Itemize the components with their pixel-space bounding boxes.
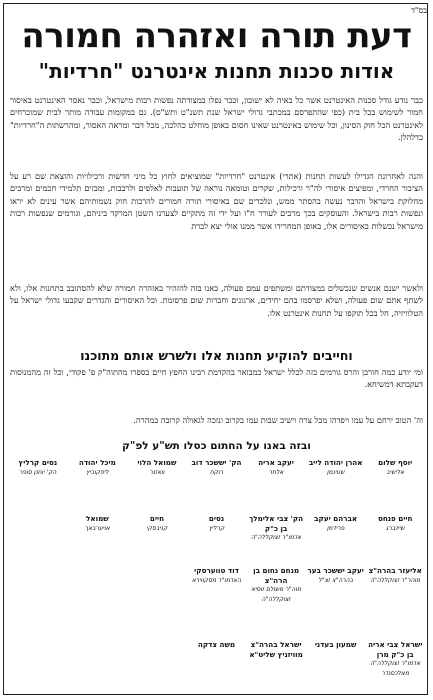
signature	[127, 566, 187, 604]
signature	[246, 458, 306, 477]
signature	[187, 514, 247, 543]
signer-title: אויערבאך	[84, 524, 110, 532]
signer-title: קניבסקי	[146, 524, 168, 532]
paragraph-3: ולאשר ישנם אנשים שנכשלים במצודתם ומשתפים עמם פעולה, באנו בזה להזהיר באזהרה חמורה שלא להסתובב בתחנות אלו, ולא לשתף אתם שום פעולה, ושלא יפרסמו בהם יחידים, ארגונים וחברות שום פרסומת. וכל האיסורים והגדרים שקבעו גדולי ישראל על הטלוויזיה, חל בכל תוקפו על תחנות אינטרנט אלו.	[10, 283, 423, 318]
signer-name: אהרן יהודה לייב	[308, 458, 363, 467]
signature	[306, 640, 366, 678]
paragraph-5: וה' הטוב ירחם על עמו ויפדהו מכל צרה וישיב שבות עמו בקרוב ונזכה לגאולה קרובה במהרה.	[133, 415, 423, 425]
signature	[365, 514, 425, 543]
signer-name: ישראל בהרה"צ מוויזניץ שליט"א	[249, 640, 303, 659]
signer-title: מוהר"ר זצוקללה"ה	[370, 576, 421, 584]
signer-name: יוסף שלום	[378, 458, 413, 467]
signer-title: ליפקוביץ	[86, 468, 109, 476]
signature	[127, 640, 187, 678]
signer-name: מיכל יהודה	[78, 458, 116, 467]
signer-name: יעקב יששכר בער	[307, 566, 364, 575]
signer-name: אברהם יעקב	[314, 514, 358, 523]
signer-name: נסים קרליץ	[18, 458, 58, 467]
signature-row-4	[8, 640, 425, 678]
signature	[187, 458, 247, 477]
signer-title: רוקח	[209, 468, 224, 476]
signature	[365, 566, 425, 604]
signer-name: נסים	[208, 514, 225, 523]
signature	[68, 640, 128, 678]
signer-title: אלישיב	[386, 468, 405, 476]
signature	[8, 514, 68, 543]
signer-title: שטינמן	[326, 468, 345, 476]
signature	[8, 640, 68, 678]
bsd-mark: בס"ד	[411, 6, 427, 15]
signature-row-1	[8, 458, 425, 477]
signature	[68, 458, 128, 477]
signature	[68, 514, 128, 543]
signer-name: שמואל הלוי	[137, 458, 177, 467]
signature-row-2	[8, 514, 425, 543]
signer-name: שמואל	[86, 514, 109, 523]
paragraph-2: והנה לאחרונה הגדילו לעשות תחנות (אתרי) אינטרנט "חרדיות" שמוציאים לחוץ כל מיני חדשות ורכילויות והוצאת שם רע על הציבור החרדי, ומפיצים איסורי לה"ר ורכילות, שקרים וטומאה נוראה של תועבות לאלפים ולרבבות, ומבזים תלמידי חכמים ומרבים מחלוקת בישראל והדבר נעשה בהסתר ממש, ונלכדים שם באיסורי תורה חמורים להרבות חוק נשמותיהם אשר עינים לא יראו ונפשות רבות בישראל. והעוסקים בכך מרבים לעורר ח"ו ועל ידי זה מתקיים לצערנו השטן המרקד ביניהם, וגורמים שנפשות רבות מישראל נכשלות באיסורים אלו, באופן המחרידו אשר ממנו אולי יצא לכרת	[10, 171, 423, 231]
signer-name: שמעון בעדני	[314, 640, 357, 649]
signature	[8, 566, 68, 604]
signature	[8, 458, 68, 477]
signer-name: יעקב אריה	[258, 458, 294, 467]
signer-title: שיינברג	[385, 524, 405, 532]
signer-title: האדמו"ר מסקווירא	[191, 576, 242, 584]
signer-name: דוד טווערסקי	[194, 566, 239, 575]
signer-title: מוה"ר משולם זוסיא זצוקללה"ה	[251, 586, 302, 603]
signature	[306, 566, 366, 604]
signer-title: וואזנר	[149, 468, 165, 476]
paragraph-1: כבר נודע גודל סכנות האינטרנט אשר כל באיה לא ישובון, וכבר נפלו במצודתה נפשות רבות מישראל, וכבר נאסר האינטרנט באיסור חמור לשימוש בכל בית (כפי שהתפרסם במכתבי גדולי ישראל שנת תשנ"ט ותש"ס). גם במקומות עבודה מותר לבית שמוכרחים לאינטרנט הכל חוק הסינון, וכל שימוש באינטרנט שאינו חסום באופן מוחלט כהלכה, מכל דבר ומראה האסור, ומהרשתות ה"חרדיות" כדלהלן.	[10, 95, 423, 143]
signature-row-3	[8, 566, 425, 604]
signature	[127, 514, 187, 543]
main-title: דעת תורה ואזהרה חמורה	[21, 16, 412, 56]
signature	[246, 640, 306, 678]
signer-title: קרליץ	[208, 524, 225, 532]
signature	[365, 458, 425, 477]
signature	[306, 458, 366, 477]
signer-name: משה צדקה	[197, 640, 236, 649]
signoff-line: ובזה באנו על החתום כסלו תש"ע לפ"ק	[122, 440, 311, 452]
call-to-action: וחייבים להוקיע תחנות אלו ולשרש אותם מתוכנו	[80, 348, 353, 363]
signature	[187, 640, 247, 678]
subtitle: אודות סכנות תחנות אינטרנט "חרדיות"	[38, 59, 395, 83]
paragraph-4: ומי יודע כמה חורבן והרס גורמים בזה לכלל ישראל כמבואר בהקדמת רבינו החפץ חיים בספרו מהתוה"ק פ' פקודי, וכל זה מהמנוסות דעקבתא דמשיחא.	[10, 367, 423, 390]
signature	[68, 566, 128, 604]
signer-title: בהרה"צ זצ"ל	[318, 576, 354, 584]
signer-name: הק' צבי אלימלך בן כ"ק	[249, 514, 304, 533]
signature	[306, 514, 366, 543]
signer-name: חיים פנחס	[377, 514, 413, 523]
signature	[246, 514, 306, 543]
signer-title: אדמו"ר זצוקללה"ה מאלכסנדר	[370, 660, 421, 677]
signer-name: מנחם נחום בן הרה"צ	[253, 566, 300, 585]
signer-name: חיים	[149, 514, 165, 523]
signer-title: פרידמן	[326, 524, 345, 532]
signature	[246, 566, 306, 604]
signer-title: אדמו"ר זצוקללה"ה	[251, 534, 302, 541]
signer-title: אלתר	[268, 468, 284, 476]
signer-name: אליעזר בהרה"צ	[368, 566, 422, 575]
signature	[127, 458, 187, 477]
signer-name: ישראל צבי אריה בן כ"ק מרן	[368, 640, 423, 659]
signer-name: הק' יששכר דוב	[191, 458, 242, 467]
signer-title: הק' יוחנן סופר	[19, 468, 57, 476]
signature	[187, 566, 247, 604]
signature	[365, 640, 425, 678]
